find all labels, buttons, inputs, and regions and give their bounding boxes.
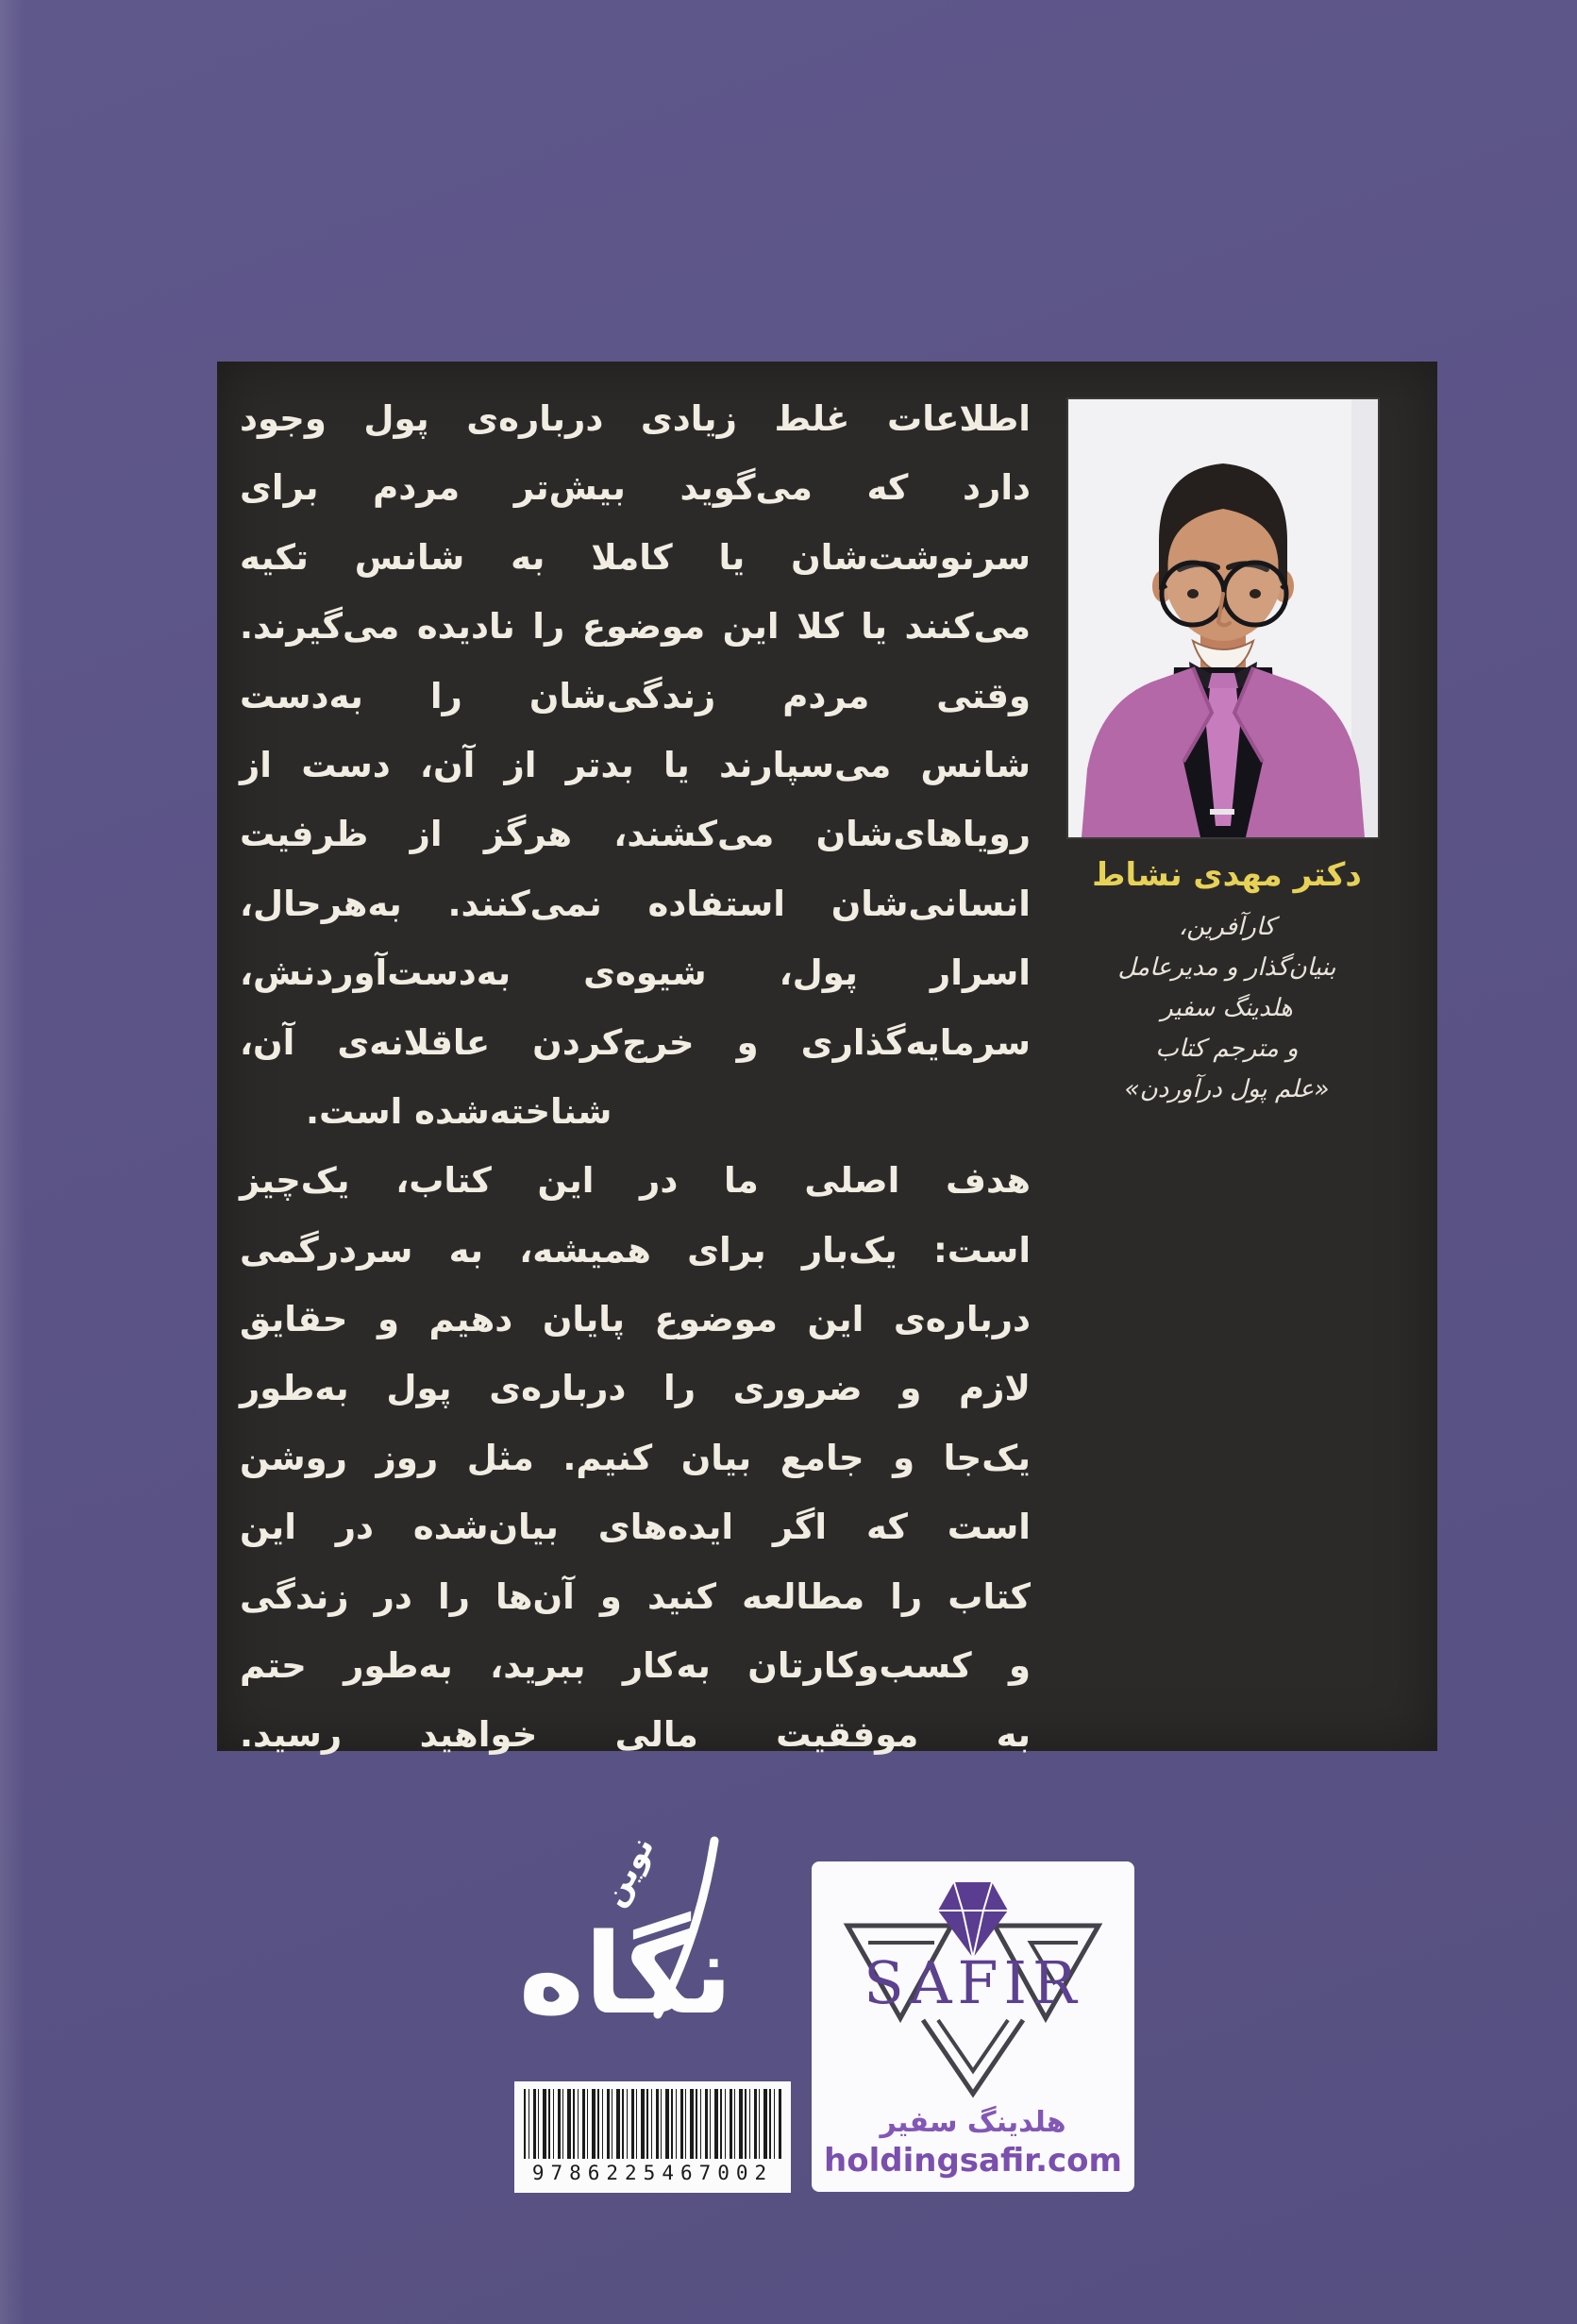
blurb-line: انسانی‌شان استفاده نمی‌کنند. به‌هرحال، xyxy=(240,883,1031,924)
author-photo xyxy=(1068,399,1378,837)
negah-calligraphy-icon xyxy=(514,1833,750,2067)
blurb-line: است: یک‌بار برای همیشه، به سردرگمی xyxy=(240,1229,1031,1271)
blurb-line: است که اگر ایده‌های بیان‌شده در این xyxy=(240,1507,1031,1548)
blurb-panel xyxy=(217,362,1437,1756)
blurb-line: یک‌جا و جامع بیان کنیم. مثل روز روشن xyxy=(240,1437,1031,1478)
blurb-line: شانس می‌سپارند یا بدتر از آن، دست از xyxy=(240,744,1031,785)
blurb-line: سرمایه‌گذاری و خرج‌کردن عاقلانه‌ی آن، xyxy=(240,1021,1031,1063)
author-name: دکتر مهدی نشاط xyxy=(1092,856,1362,894)
blurb-line: می‌کنند یا کلا این موضوع را نادیده می‌گیرند. xyxy=(240,606,1031,648)
safir-brand-text: SAFIR xyxy=(864,1948,1082,2017)
publisher-name-text: نگاه xyxy=(518,1909,733,2039)
barcode-number: 9786225467002 xyxy=(531,2162,774,2184)
barcode-bars xyxy=(524,2089,781,2159)
blurb-line: لازم و ضروری را درباره‌ی پول به‌طور xyxy=(240,1368,1031,1409)
blurb-line: رویاهای‌شان می‌کشند، هرگز از ظرفیت xyxy=(240,814,1031,855)
blurb-line: کتاب را مطالعه کنید و آن‌ها را در زندگی xyxy=(240,1575,1031,1617)
author-caption xyxy=(1048,856,1406,1110)
blurb-line: دارد که می‌گوید بیش‌تر مردم برای xyxy=(240,467,1031,509)
blurb-line: هدف اصلی ما در این کتاب، یک‌چیز xyxy=(240,1160,1031,1202)
blurb-line: سرنوشت‌شان یا کاملا به شانس تکیه xyxy=(240,536,1031,578)
blurb-line: اطلاعات غلط زیادی درباره‌ی پول وجود xyxy=(240,398,1031,439)
blurb-line: شناخته‌شده است. xyxy=(306,1090,612,1132)
blurb-line: به موفقیت مالی خواهید رسید. xyxy=(240,1714,1031,1756)
safir-website-text: holdingsafir.com xyxy=(824,2142,1122,2180)
author-bio-line: هلدینگ سفیر xyxy=(1161,994,1293,1022)
blurb-line: اسرار پول، شیوه‌ی به‌دست‌آوردنش، xyxy=(240,952,1031,994)
author-bio-line: «علم پول درآوردن» xyxy=(1124,1075,1330,1103)
diamond-icon xyxy=(938,1882,1008,1958)
publisher-sub-text: نوین xyxy=(594,1833,663,1913)
publisher-logo xyxy=(514,1833,750,2067)
blurb-text-block xyxy=(240,384,1031,1770)
isbn-barcode xyxy=(514,2081,791,2193)
author-bio-line: کارآفرین، xyxy=(1178,913,1276,941)
author-bio-line: بنیان‌گذار و مدیرعامل xyxy=(1117,953,1336,982)
safir-logo xyxy=(812,1861,1134,2192)
safir-holding-fa-text: هلدینگ سفیر xyxy=(880,2106,1066,2139)
blurb-line: وقتی مردم زندگی‌شان را به‌دست xyxy=(240,675,1031,716)
author-portrait-illustration xyxy=(1068,399,1378,837)
blurb-line: درباره‌ی این موضوع پایان دهیم و حقایق xyxy=(240,1299,1031,1340)
blurb-line: و کسب‌وکارتان به‌کار ببرید، به‌طور حتم xyxy=(240,1645,1031,1687)
author-bio-line: و مترجم کتاب xyxy=(1155,1035,1299,1063)
safir-logo-box xyxy=(812,1861,1134,2192)
